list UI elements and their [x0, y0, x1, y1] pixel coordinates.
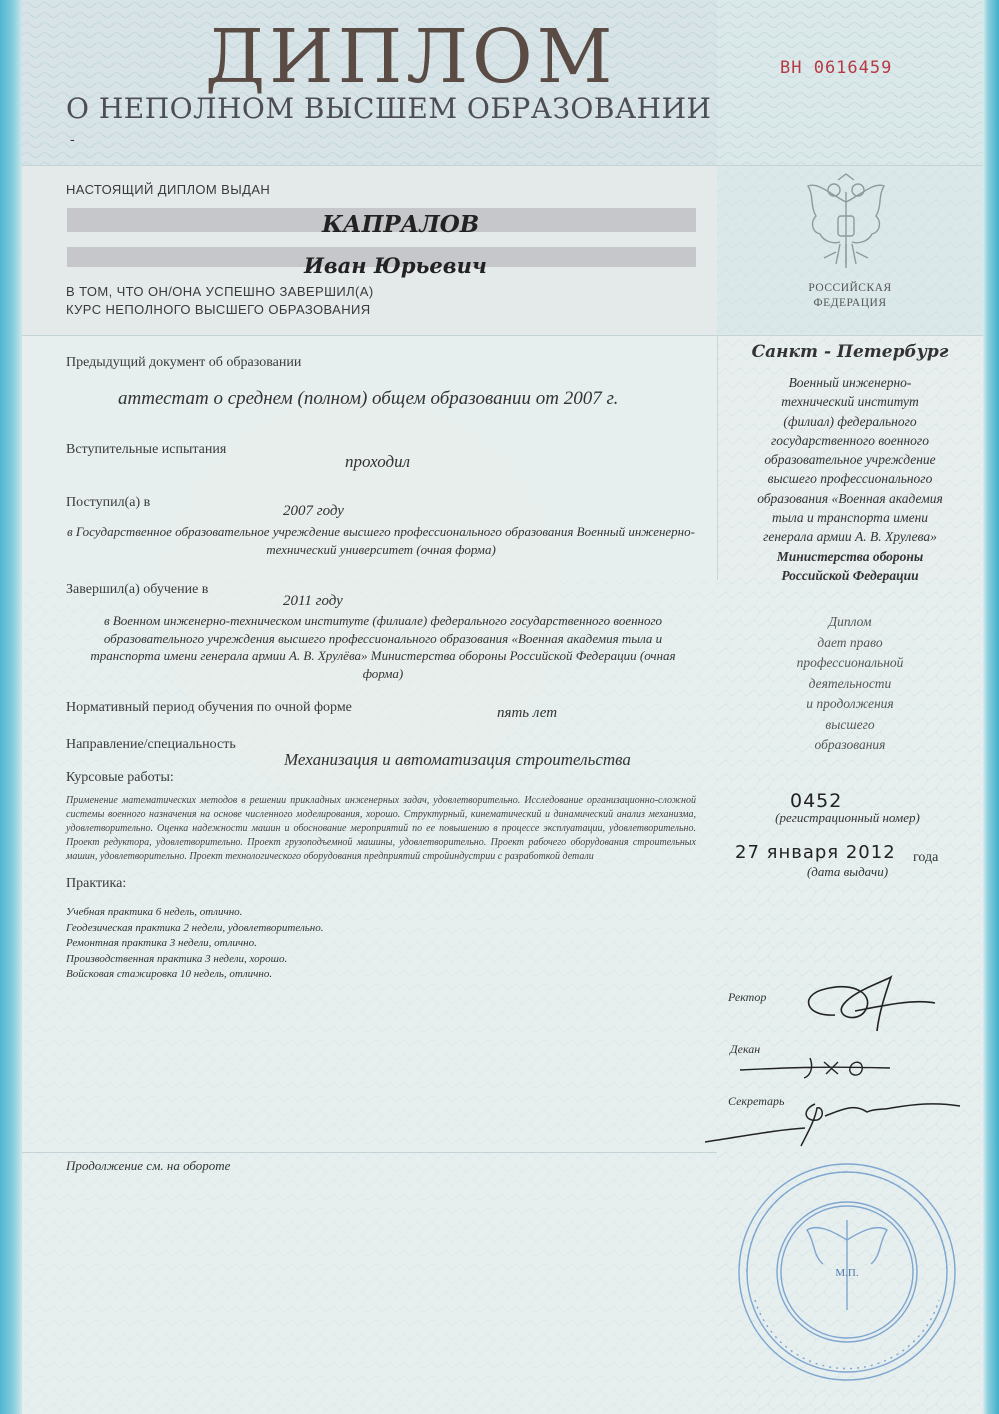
entrance-value: проходил — [345, 452, 411, 471]
country-name: РОССИЙСКАЯ ФЕДЕРАЦИЯ — [808, 282, 892, 309]
rector-label: Ректор — [728, 990, 767, 1004]
institute-name: Военный инженерно- технический институт (филиал) федерального государственного военного образовательное учреждение высшего профессионального образования «Военная академия тыла и транспорта имени генерала армии А. В. Хрулева» Министерства обороны Российской Федерации — [757, 375, 943, 583]
specialty-value: Механизация и автоматизация строительства — [284, 750, 631, 769]
period-value: пять лет — [497, 705, 558, 721]
year-suffix: года — [913, 850, 939, 865]
previous-doc-label: Предыдущий документ об образовании — [66, 355, 302, 370]
registration-number-label: (регистрационный номер) — [775, 810, 920, 825]
practice-item: Геодезическая практика 2 недели, удовлетворительно. — [66, 921, 324, 934]
admitted-institution: в Государственное образовательное учреждение высшего профессионального образования Военный инженерно-технический университет (очная форма) — [67, 524, 695, 557]
completion-line-1: В ТОМ, ЧТО ОН/ОНА УСПЕШНО ЗАВЕРШИЛ(А) — [66, 284, 374, 299]
practice-item: Производственная практика 3 недели, хорошо. — [66, 952, 288, 965]
admitted-year: 2007 году — [283, 503, 344, 519]
completed-institution: в Военном инженерно-техническом институте (филиале) федерального государственного военного образовательного учреждения высшего профессионального образования «Военная академия тыла и транспорта имени генерала армии А. В. Хрулёва» Министерства обороны Российской Федерации (очная форма) — [90, 613, 676, 681]
completion-line-2: КУРС НЕПОЛНОГО ВЫСШЕГО ОБРАЗОВАНИЯ — [66, 302, 371, 317]
dean-label: Декан — [730, 1042, 761, 1056]
period-label: Нормативный период обучения по очной форме — [66, 700, 352, 715]
previous-doc-value: аттестат о среднем (полном) общем образовании от 2007 г. — [118, 388, 619, 409]
blue-border-right — [983, 0, 999, 1414]
coursework-label: Курсовые работы: — [66, 770, 174, 785]
completed-label: Завершил(а) обучение в — [66, 582, 209, 597]
header-dash: - — [70, 132, 75, 148]
official-seal — [735, 1160, 960, 1385]
completed-year: 2011 году — [283, 593, 343, 609]
practice-item: Учебная практика 6 недель, отлично. — [66, 906, 243, 918]
document-subtitle: О НЕПОЛНОМ ВЫСШЕМ ОБРАЗОВАНИИ — [66, 92, 712, 125]
secretary-signature — [705, 1090, 965, 1150]
coursework-text: Применение математических методов в решении прикладных инженерных задач, удовлетворительно. Исследование организационно-сложной системы военного назначения на основе численного моделирования, хорошо. Структурный, кинематический и динамический анализ механизма, удовлетворительно. Оценка надежности машин и обоснование мероприятий по ее повышению в процессе эксплуатации, удовлетворительно. Проект редуктора, удовлетворительно. Проект грузоподъемной машины, удовлетворительно. Проект рабочего оборудования строительных машин, удовлетворительно. Проект технологического оборудования предприятий стройиндустрии с разработкой детали — [66, 795, 696, 862]
holder-surname: КАПРАЛОВ — [322, 211, 480, 238]
issued-to-label: НАСТОЯЩИЙ ДИПЛОМ ВЫДАН — [66, 182, 271, 197]
rector-signature — [795, 975, 945, 1035]
double-headed-eagle-icon — [800, 172, 892, 274]
holder-given-names: Иван Юрьевич — [304, 253, 487, 278]
issue-date: 27 января 2012 — [735, 842, 896, 863]
specialty-label: Направление/специальность — [66, 737, 236, 752]
practice-list — [66, 905, 466, 983]
practice-item: Ремонтная практика 3 недели, отлично. — [66, 937, 257, 949]
continued-note: Продолжение см. на обороте — [66, 1158, 231, 1173]
registration-number: 0452 — [790, 790, 843, 812]
stamp-label: М.П. — [835, 1267, 859, 1279]
practice-item: Войсковая стажировка 10 недель, отлично. — [66, 968, 273, 980]
rights-text: Диплом дает право профессиональной деятельности и продолжения высшего образования — [796, 614, 904, 752]
entrance-label: Вступительные испытания — [66, 442, 227, 457]
serial-number: ВН 0616459 — [780, 58, 893, 78]
dean-signature — [740, 1048, 900, 1084]
blue-border-left — [0, 0, 22, 1414]
issue-date-label: (дата выдачи) — [806, 864, 889, 879]
secretary-label: Секретарь — [728, 1094, 785, 1108]
document-title: ДИПЛОМ — [205, 14, 617, 100]
admitted-label: Поступил(а) в — [66, 495, 151, 510]
city-name: Санкт - Петербург — [751, 342, 949, 362]
practice-label: Практика: — [66, 876, 127, 891]
